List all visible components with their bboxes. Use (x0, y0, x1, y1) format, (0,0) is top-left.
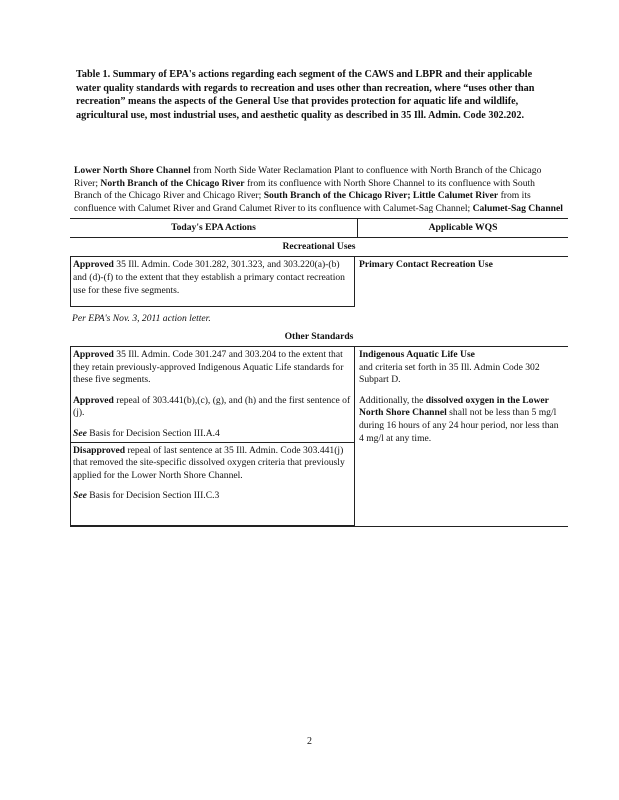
wqs-text: shall not be less than 5 mg/l during 16 hours of any 24 hour period, nor less than 4 mg/l at any time. (359, 407, 559, 444)
segment-calumet-sag: Calumet-Sag Channel (472, 202, 563, 214)
action-text: repeal of 303.441(b),(c), (g), and (h) and the first sentence of (j). (73, 394, 351, 419)
basis-reference: Basis for Decision Section III.C.3 (86, 490, 220, 502)
see-label: See (73, 427, 87, 439)
header-epa-actions: Today's EPA Actions (70, 219, 358, 237)
section-other-standards: Other Standards (70, 328, 568, 347)
dissolved-oxygen-label: dissolved oxygen in the Lower North Shore Channel (359, 394, 549, 419)
action-text: repeal of last sentence at 35 Ill. Admin. Code 303.441(j) that removed the site-specific dissolved oxygen criteria that previously applied for the Lower North Shore Channel. (73, 444, 345, 481)
approved-label: Approved (73, 348, 114, 360)
epa-actions-table (70, 157, 568, 527)
segment-lower-north-shore: Lower North Shore Channel (74, 165, 191, 176)
other-row (70, 347, 568, 527)
section-recreational: Recreational Uses (282, 241, 356, 253)
header-applicable-wqs: Applicable WQS (428, 222, 498, 234)
action-text: 35 Ill. Admin. Code 301.282, 301.323, and 303.220(a)-(b) and (d)-(f) to the extent that they establish a primary contact recreation use for these five segments. (73, 259, 345, 296)
disapproved-block (71, 442, 354, 526)
table-header (70, 219, 568, 238)
segment-text: from its confluence with North Shore Channel to its confluence with South Branch of the Chicago River and Chicago River; (74, 177, 535, 202)
recreational-actions-cell (70, 257, 355, 307)
segment-south-branch: South Branch of the Chicago River; Little Calumet River (263, 190, 499, 202)
other-wqs-cell (355, 347, 568, 526)
recreational-note: Per EPA's Nov. 3, 2011 action letter. (72, 313, 211, 325)
segment-text: from North Side Water Reclamation Plant to confluence with North Branch of the Chicago River; (74, 165, 542, 189)
primary-contact-use: Primary Contact Recreation Use (359, 259, 493, 271)
table-caption: Table 1. Summary of EPA's actions regarding each segment of the CAWS and LBPR and their applicable water quality standards with regards to recreation and uses other than recreation, where “uses other than recreation” means the aspects of the General Use that provides protection for aquatic life and wildlife, agricultural use, most industrial uses, and aesthetic quality as described in 35 Ill. Admin. Code 302.202. (76, 69, 535, 121)
action-text: 35 Ill. Admin. Code 301.247 and 303.204 to the extent that they retain previously-approved Indigenous Aquatic Life standards for these five segments. (73, 348, 344, 386)
segment-text: from its confluence with Calumet River and Grand Calumet River to its confluence with Calumet-Sag Channel; (74, 190, 531, 214)
segment-north-branch: North Branch of the Chicago River (100, 177, 245, 189)
basis-reference: Basis for Decision Section III.A.4 (86, 427, 220, 439)
wqs-text: Additionally, the (359, 394, 426, 406)
see-label: See (73, 490, 87, 502)
page-number: 2 (307, 736, 312, 747)
approved-label: Approved (73, 394, 114, 406)
segments-description (70, 157, 568, 219)
recreational-row (70, 256, 568, 307)
wqs-text: and criteria set forth in 35 Ill. Admin Code 302 Subpart D. (359, 361, 540, 386)
other-actions-cell (70, 347, 355, 526)
recreational-note-row (70, 307, 568, 328)
disapproved-label: Disapproved (73, 444, 126, 456)
indigenous-aquatic-life-use: Indigenous Aquatic Life Use (359, 348, 475, 360)
recreational-wqs-cell (355, 257, 568, 307)
approved-label: Approved (73, 259, 114, 271)
